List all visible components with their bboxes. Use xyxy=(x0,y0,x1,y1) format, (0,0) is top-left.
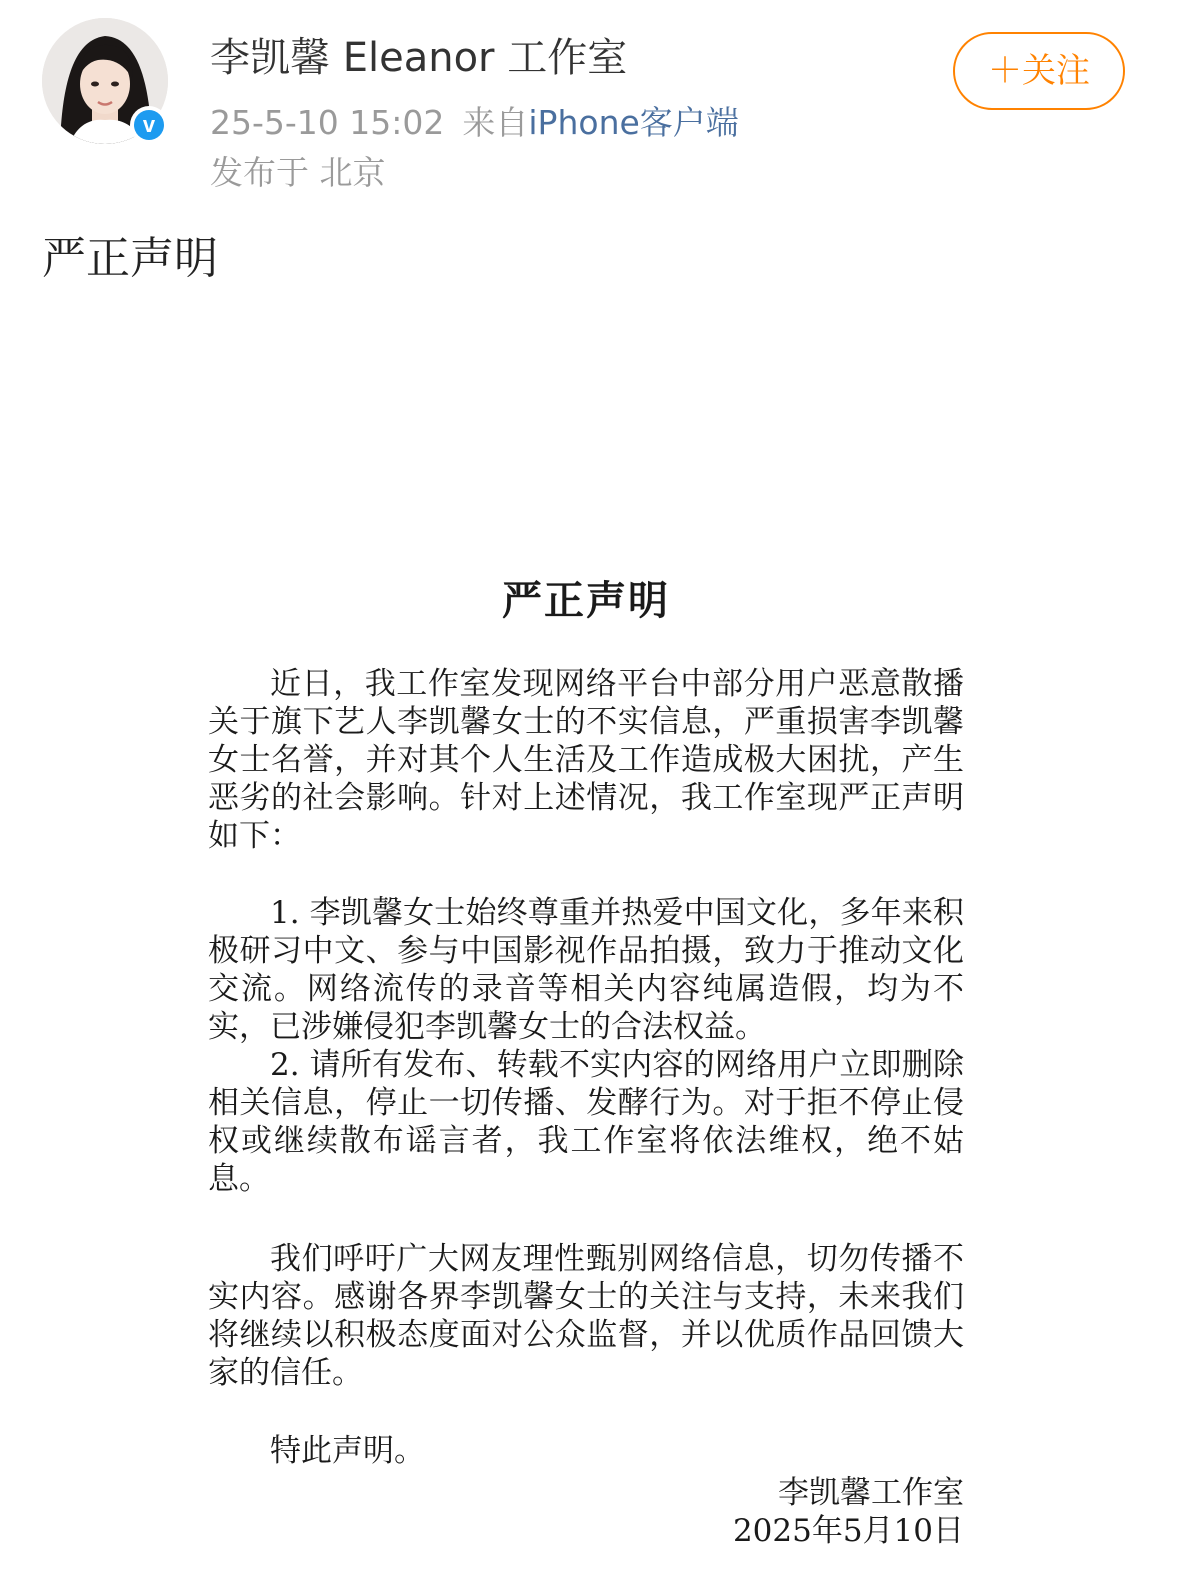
post-meta xyxy=(210,100,739,146)
statement-intro: 近日，我工作室发现网络平台中部分用户恶意散播关于旗下艺人李凯馨女士的不实信息，严重损害李凯馨女士名誉，并对其个人生活及工作造成极大困扰，产生恶劣的社会影响。针对上述情况，我工作室现严正声明如下： xyxy=(208,666,964,854)
post-header xyxy=(0,0,1179,210)
post-timestamp: 25-5-10 15:02 xyxy=(210,103,445,142)
statement-point-1: 1. 李凯馨女士始终尊重并热爱中国文化，多年来积极研习中文、参与中国影视作品拍摄，致力于推动文化交流。网络流传的录音等相关内容纯属造假，均为不实，已涉嫌侵犯李凯馨女士的合法权益。 xyxy=(208,895,964,1045)
post-location: 发布于 北京 xyxy=(210,153,386,192)
post-text: 严正声明 xyxy=(42,233,218,284)
statement-point-2: 2. 请所有发布、转载不实内容的网络用户立即删除相关信息，停止一切传播、发酵行为。对于拒不停止侵权或继续散布谣言者，我工作室将依法维权，绝不姑息。 xyxy=(208,1047,964,1197)
follow-button[interactable]: ＋关注 xyxy=(953,32,1125,110)
source-prefix: 来自 xyxy=(462,103,529,142)
statement-closing: 特此声明。 xyxy=(270,1433,425,1469)
verified-badge xyxy=(130,106,168,144)
statement-date: 2025年5月10日 xyxy=(732,1513,964,1549)
statement-image[interactable] xyxy=(0,290,1179,1582)
source-client-link[interactable]: iPhone客户端 xyxy=(528,103,739,142)
author-name[interactable]: 李凯馨 Eleanor 工作室 xyxy=(210,35,628,81)
statement-signature: 李凯馨工作室 xyxy=(778,1475,964,1511)
verified-check-icon: v xyxy=(134,110,164,140)
statement-title: 严正声明 xyxy=(502,577,670,624)
statement-appeal: 我们呼吁广大网友理性甄别网络信息，切勿传播不实内容。感谢各界李凯馨女士的关注与支持，未来我们将继续以积极态度面对公众监督，并以优质作品回馈大家的信任。 xyxy=(208,1241,964,1391)
